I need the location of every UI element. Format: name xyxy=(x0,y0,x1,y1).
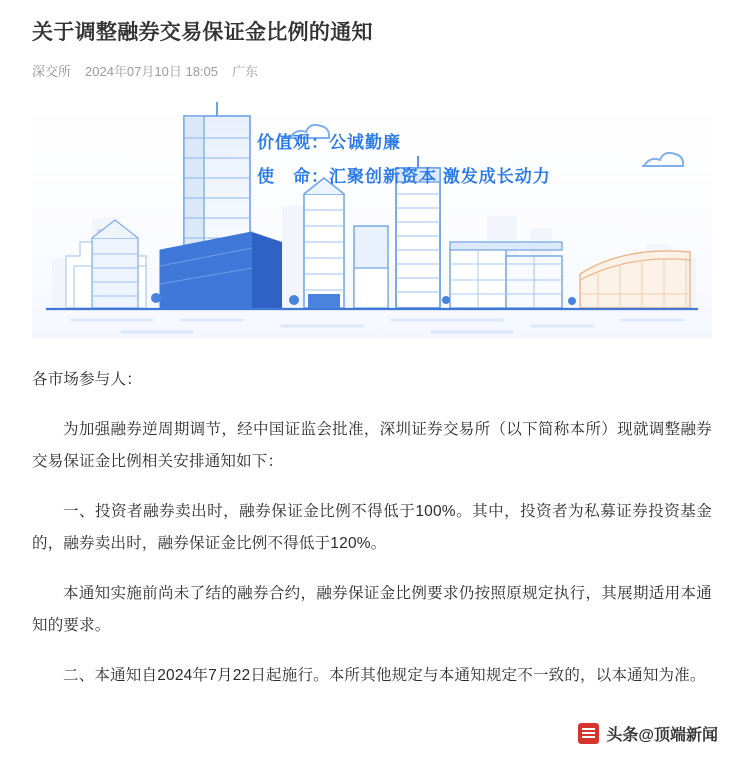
hero-slogan-line2-value: ：汇聚创新资本 激发成长动力 xyxy=(311,167,551,187)
page-title: 关于调整融券交易保证金比例的通知 xyxy=(32,21,373,44)
hero-slogan-line2-label: 使 命 xyxy=(257,167,311,187)
watermark xyxy=(578,722,718,745)
article-meta xyxy=(32,61,712,80)
paragraph-greeting: 各市场参与人： xyxy=(32,371,142,389)
paragraph-item-1: 一、投资者融券卖出时，融券保证金比例不得低于100%。其中，投资者为私募证券投资基金的，融券卖出时，融券保证金比例不得低于120%。 xyxy=(32,503,712,553)
hero-slogan xyxy=(257,126,551,194)
hero-slogan-line1: 价值观：公诚勤廉 xyxy=(257,133,401,153)
watermark-label: 头条@顶端新闻 xyxy=(606,727,718,744)
paragraph-transition: 本通知实施前尚未了结的融券合约，融券保证金比例要求仍按照原规定执行，其展期适用本通知的要求。 xyxy=(32,585,712,635)
hero-slogan-line2 xyxy=(257,160,551,194)
paragraph-intro: 为加强融券逆周期调节，经中国证监会批准，深圳证券交易所（以下简称本所）现就调整融券交易保证金比例相关安排通知如下： xyxy=(32,421,712,471)
meta-source: 深交所 xyxy=(32,64,72,80)
paragraph-item-2: 二、本通知自2024年7月22日起施行。本所其他规定与本通知规定不一致的，以本通知为准。 xyxy=(63,667,706,685)
meta-datetime: 2024年07月10日 18:05 xyxy=(85,64,218,80)
meta-location: 广东 xyxy=(232,64,259,80)
article-body xyxy=(32,364,712,692)
toutiao-logo-icon xyxy=(578,723,599,744)
hero-illustration xyxy=(32,98,712,338)
